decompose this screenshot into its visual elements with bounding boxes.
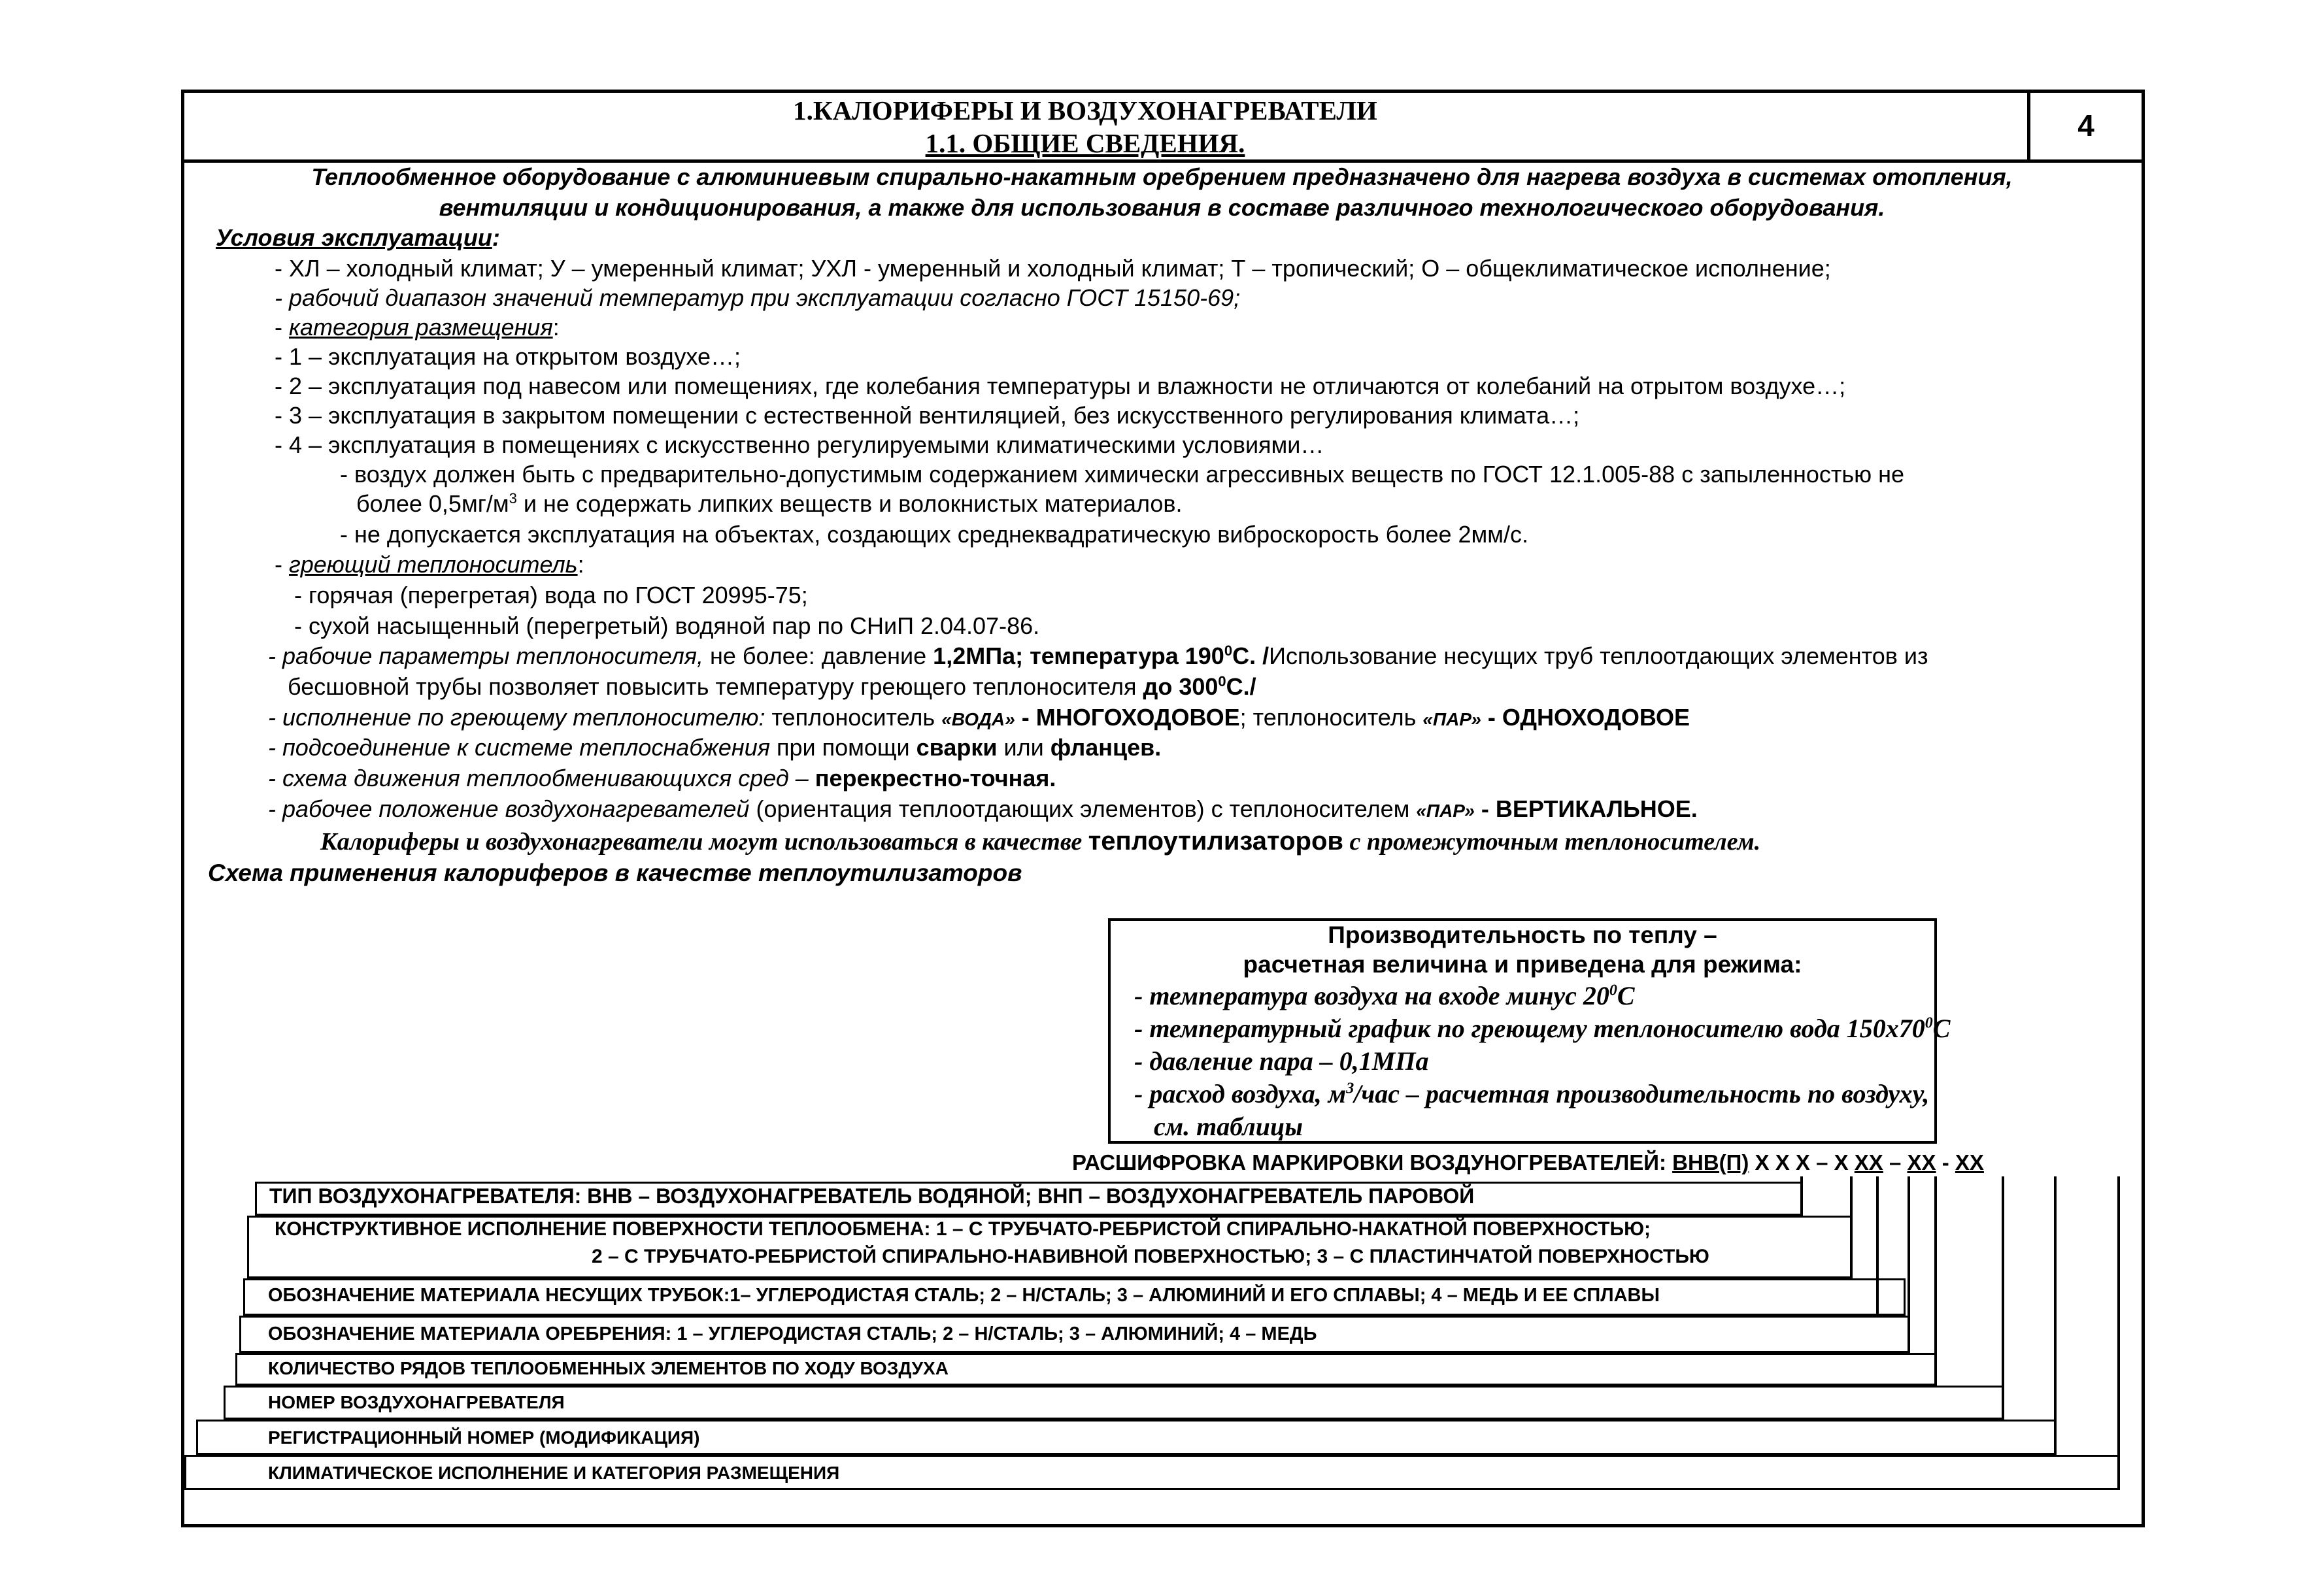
category-4: - 4 – эксплуатация в помещениях с искусственно регулируемыми климатическими условиями… (275, 431, 1324, 458)
category-3: - 3 – эксплуатация в закрытом помещении с естественной вентиляцией, без искусственного регулирования климата…; (275, 402, 1580, 429)
capacity-item-3: - давление пара – 0,1МПа (1134, 1046, 1429, 1076)
operating-params-2: бесшовной трубы позволяет повысить температуру греющего теплоносителя до $300^0С./$ (288, 673, 1256, 700)
marking-row-construction-2: 2 – С ТРУБЧАТО-РЕБРИСТОЙ СПИРАЛЬНО-НАВИВНОЙ ПОВЕРХНОСТЬЮ; 3 – С ПЛАСТИНЧАТОЙ ПОВЕРХНОСТЬЮ (592, 1246, 1709, 1267)
capacity-item-2: - температурный график по греющему теплоносителю вода $150х70^0С$ (1134, 1014, 1951, 1043)
marking-row-type: ТИП ВОЗДУХОНАГРЕВАТЕЛЯ: ВНВ – ВОЗДУХОНАГРЕВАТЕЛЬ ВОДЯНОЙ; ВНП – ВОЗДУХОНАГРЕВАТЕЛЬ ПАРОВОЙ (269, 1184, 1475, 1208)
air-requirement-1: - воздух должен быть с предварительно-допустимым содержанием химически агрессивных веществ по ГОСТ 12.1.005-88 с запыленностью не (340, 461, 1905, 488)
category-2: - 2 – эксплуатация под навесом или помещениях, где колебания температуры и влажности не отличаются от колебаний на отрытом воздухе…; (275, 373, 1846, 399)
position-line: - рабочее положение воздухонагревателей (ориентация теплоотдающих элементов) с теплоносителем «ПАР» - ВЕРТИКАЛЬНОЕ. (268, 795, 1698, 822)
marking-row-number: НОМЕР ВОЗДУХОНАГРЕВАТЕЛЯ (268, 1392, 565, 1412)
operating-params-1: - рабочие параметры теплоносителя, не более: давление 1,2МПа; температура $190^0С$. /Использование несущих труб теплоотдающих элементов из (268, 642, 1928, 669)
capacity-title-1: Производительность по теплу – (1328, 922, 1717, 948)
climate-line: - ХЛ – холодный климат; У – умеренный климат; УХЛ - умеренный и холодный климат; Т – тропический; О – общеклиматическое исполнение; (275, 255, 1831, 282)
marking-row-construction-1: КОНСТРУКТИВНОЕ ИСПОЛНЕНИЕ ПОВЕРХНОСТИ ТЕПЛООБМЕНА: 1 – С ТРУБЧАТО-РЕБРИСТОЙ СПИРАЛЬНО-НАКАТНОЙ ПОВЕРХНОСТЬЮ; (275, 1218, 1651, 1240)
category-1: - 1 – эксплуатация на открытом воздухе…; (275, 343, 741, 370)
connector-line (1908, 1176, 1910, 1353)
connector-line (2117, 1176, 2120, 1490)
subsection-title: 1.1. ОБЩИЕ СВЕДЕНИЯ. (925, 128, 1245, 158)
marking-row-rows-count: КОЛИЧЕСТВО РЯДОВ ТЕПЛООБМЕННЫХ ЭЛЕМЕНТОВ ПО ХОДУ ВОЗДУХА (268, 1358, 949, 1378)
connector-line (1934, 1176, 1937, 1386)
capacity-title-2: расчетная величина и приведена для режима: (1243, 951, 1802, 978)
recuperator-note: Калориферы и воздухонагреватели могут использоваться в качестве теплоутилизаторов с промежуточным теплоносителем. (320, 827, 1761, 856)
execution-line: - исполнение по греющему теплоносителю: теплоноситель «ВОДА» - МНОГОХОДОВОЕ; теплоноситель «ПАР» - ОДНОХОДОВОЕ (268, 704, 1690, 731)
marking-row-climate: КЛИМАТИЧЕСКОЕ ИСПОЛНЕНИЕ И КАТЕГОРИЯ РАЗМЕЩЕНИЯ (268, 1463, 840, 1483)
placement-heading: - категория размещения: (275, 314, 560, 341)
temp-range-line: - рабочий диапазон значений температур при эксплуатации согласно ГОСТ 15150-69; (275, 284, 1241, 311)
capacity-item-1: - температура воздуха на входе минус $20^0С$ (1134, 981, 1635, 1010)
scheme-line: - схема движения теплообменивающихся сред – перекрестно-точная. (268, 765, 1056, 791)
capacity-item-5: см. таблицы (1154, 1112, 1303, 1141)
connector-line (2054, 1176, 2057, 1455)
connector-line (2002, 1176, 2004, 1420)
connection-line: - подсоединение к системе теплоснабжения при помощи сварки или фланцев. (268, 734, 1162, 761)
connector-line (1800, 1176, 1803, 1216)
vibration-note: - не допускается эксплуатация на объектах, создающих среднеквадратическую виброскорость более 2мм/с. (340, 521, 1529, 548)
air-requirement-2: более $0,5мг/м^3$ и не содержать липких веществ и волокнистых материалов. (356, 490, 1183, 517)
marking-row-tube-material: ОБОЗНАЧЕНИЕ МАТЕРИАЛА НЕСУЩИХ ТРУБОК:1– УГЛЕРОДИСТАЯ СТАЛЬ; 2 – Н/СТАЛЬ; 3 – АЛЮМИНИЙ И ЕГО СПЛАВЫ; 4 – МЕДЬ И ЕЕ СПЛАВЫ (268, 1285, 1660, 1306)
connector-line (1876, 1176, 1879, 1316)
header-divider (181, 159, 2145, 163)
coolant-steam: - сухой насыщенный (перегретый) водяной пар по СНиП 2.04.07-86. (294, 612, 1040, 639)
intro-line-1: Теплообменное оборудование с алюминиевым спирально-накатным оребрением предназначено для нагрева воздуха в системах отопления, (311, 163, 2013, 190)
page-number: 4 (2077, 108, 2094, 142)
section-title: 1.КАЛОРИФЕРЫ И ВОЗДУХОНАГРЕВАТЕЛИ (793, 95, 1377, 125)
marking-row-registration: РЕГИСТРАЦИОННЫЙ НОМЕР (МОДИФИКАЦИЯ) (268, 1427, 700, 1448)
scheme-title: Схема применения калориферов в качестве теплоутилизаторов (208, 859, 1022, 886)
conditions-heading: Условия эксплуатации: (216, 224, 500, 251)
connector-line (1850, 1176, 1853, 1278)
marking-title: РАСШИФРОВКА МАРКИРОВКИ ВОЗДУНОГРЕВАТЕЛЕЙ: ВНВ(П) Х Х Х – Х ХХ – ХХ - ХХ (1072, 1150, 1984, 1174)
marking-row-fin-material: ОБОЗНАЧЕНИЕ МАТЕРИАЛА ОРЕБРЕНИЯ: 1 – УГЛЕРОДИСТАЯ СТАЛЬ; 2 – Н/СТАЛЬ; 3 – АЛЮМИНИЙ; 4 – МЕДЬ (268, 1323, 1317, 1344)
coolant-water: - горячая (перегретая) вода по ГОСТ 20995-75; (294, 582, 808, 608)
capacity-item-4: - расход воздуха, $м^3$/час – расчетная производительность по воздуху, (1134, 1079, 1930, 1108)
coolant-heading: - греющий теплоноситель: (275, 551, 584, 578)
intro-line-2: вентиляции и кондиционирования, а также для использования в составе различного технологического оборудования. (439, 194, 1885, 221)
